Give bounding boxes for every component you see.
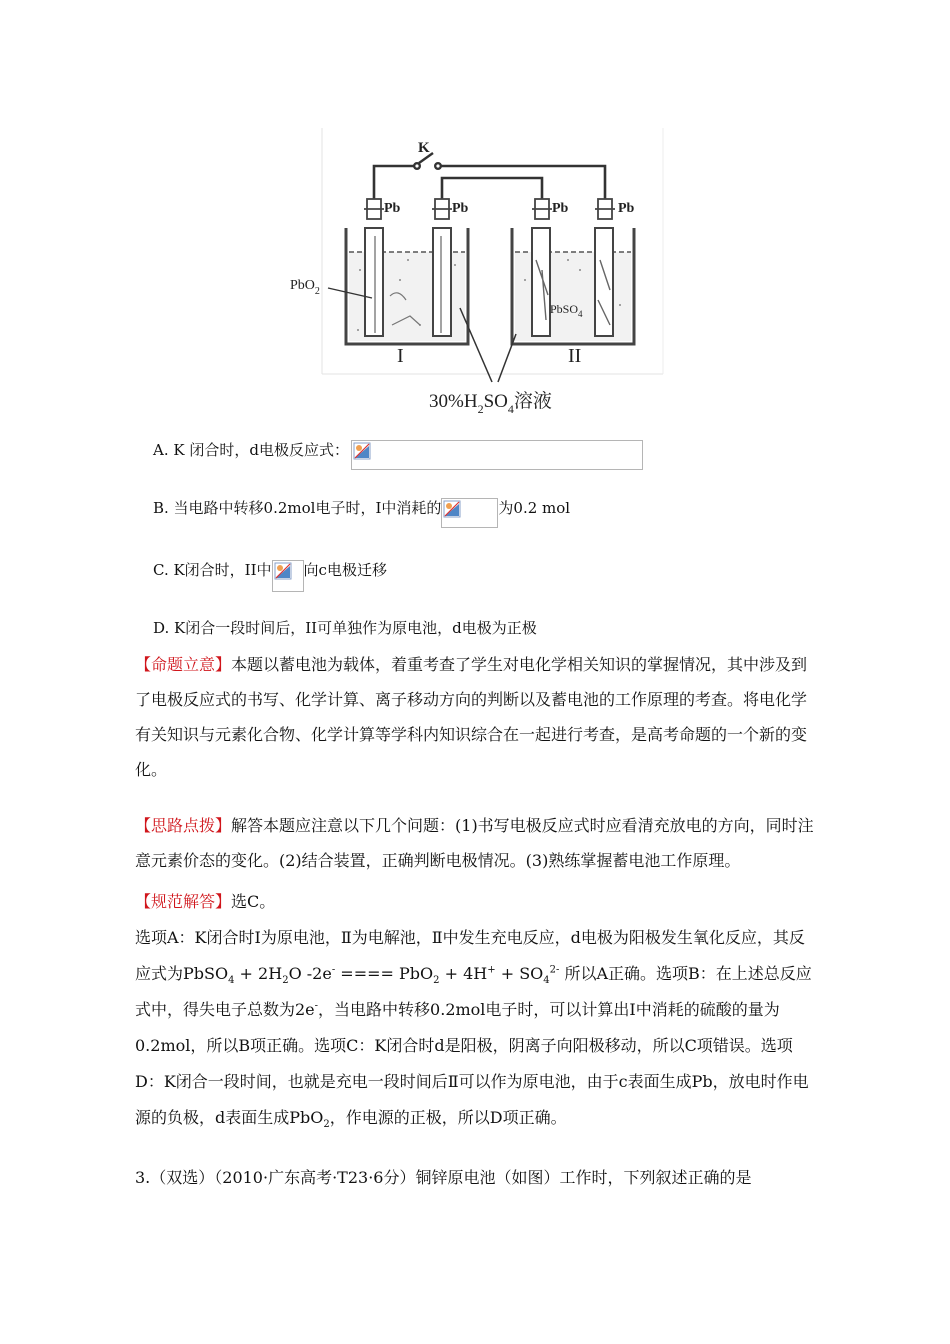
beaker-I <box>346 228 468 344</box>
tips-text: 解答本题应注意以下几个问题：(1)书写电极反应式时应看清充放电的方向，同时注意元素价态的变化。(2)结合装置，正确判断电极情况。(3)熟练掌握蓄电池工作原理。 <box>135 816 814 870</box>
electrode-terminals <box>364 199 615 219</box>
pb-label-b: Pb <box>452 201 469 216</box>
option-b-text-post: 为0.2 mol <box>498 499 571 517</box>
option-d-text: D. K闭合一段时间后，II可单独作为原电池，d电极为正极 <box>153 619 537 637</box>
tips-tag: 【思路点拨】 <box>135 816 232 835</box>
tips-paragraph <box>135 808 815 878</box>
option-b-text-pre: B. 当电路中转移0.2mol电子时，I中消耗的 <box>153 499 442 517</box>
answer-tag: 【规范解答】 <box>135 892 232 911</box>
option-d <box>153 618 537 638</box>
option-a <box>153 440 643 470</box>
battery-figure <box>280 120 700 430</box>
broken-image-ion-c <box>272 560 304 592</box>
option-a-text: A. K 闭合时，d电极反应式： <box>153 441 349 459</box>
pb-label-a: Pb <box>384 201 401 216</box>
solution-caption: $30\%H_2SO_4$溶液 <box>429 391 552 416</box>
circuit-wires <box>374 166 605 200</box>
intent-text: 本题以蓄电池为载体，着重考查了学生对电化学相关知识的掌握情况，其中涉及到了电极反应式的书写、化学计算、离子移动方向的判断以及蓄电池的工作原理的考查。将电化学有关知识与元素化合物、化学计算等学科内知识综合在一起进行考查，是高考命题的一个新的变化。 <box>135 655 808 779</box>
intent-tag: 【命题立意】 <box>135 655 232 674</box>
option-c-text-pre: C. K闭合时，II中 <box>153 561 272 579</box>
broken-image-icon <box>443 500 461 518</box>
pbo2-label: PbO$_2$ <box>290 278 320 297</box>
option-c <box>153 560 387 592</box>
cell-II-label: II <box>568 345 582 367</box>
explanation-paragraph: 选项A：K闭合时Ⅰ为原电池，Ⅱ为电解池，Ⅱ中发生充电反应，d电极为阳极发生氧化反应，其反应式为PbSO$_4$ + $2H_2O$ -2e- ==== $PbO_2 + 4H^+ + SO_4^{2-}$ 所以A正确。选项B：在上述总反应式中，得失电子总数为2e-，当电路中转移0.2mol电子时，可以计算出Ⅰ中消耗的硫酸的量为0.2mol，所以B项正确。选项C：K闭合时d是阳极，阴离子向阳极移动，所以C项错误。选项D：K闭合一段时间，也就是充电一段时间后Ⅱ可以作为原电池，由于c表面生成Pb，放电时作电源的负极，d表面生成PbO$_2$，作电源的正极，所以D项正确。 <box>135 928 812 1131</box>
intent-paragraph <box>135 647 815 787</box>
beaker-II <box>512 228 634 344</box>
broken-image-icon <box>353 442 371 460</box>
switch-k-label: K <box>418 140 430 156</box>
answer-paragraph <box>135 884 815 919</box>
broken-image-icon <box>274 562 292 580</box>
pbso4-label: PbSO$_4$ <box>550 302 583 319</box>
option-b <box>153 498 570 528</box>
next-question-text: 3.（双选）（2010·广东高考·T23·6分）铜锌原电池（如图）工作时，下列叙述正确的是 <box>135 1168 752 1187</box>
answer-text: 选C。 <box>231 892 276 911</box>
pb-label-c: Pb <box>552 201 569 216</box>
cell-I-label: I <box>397 345 404 367</box>
pb-label-d: Pb <box>618 201 635 216</box>
broken-image-formula-a <box>351 440 643 470</box>
electrochemical-cell-diagram <box>280 120 700 430</box>
next-question <box>135 1160 815 1195</box>
broken-image-formula-b <box>441 498 498 528</box>
option-c-text-post: 向c电极迁移 <box>303 561 387 579</box>
